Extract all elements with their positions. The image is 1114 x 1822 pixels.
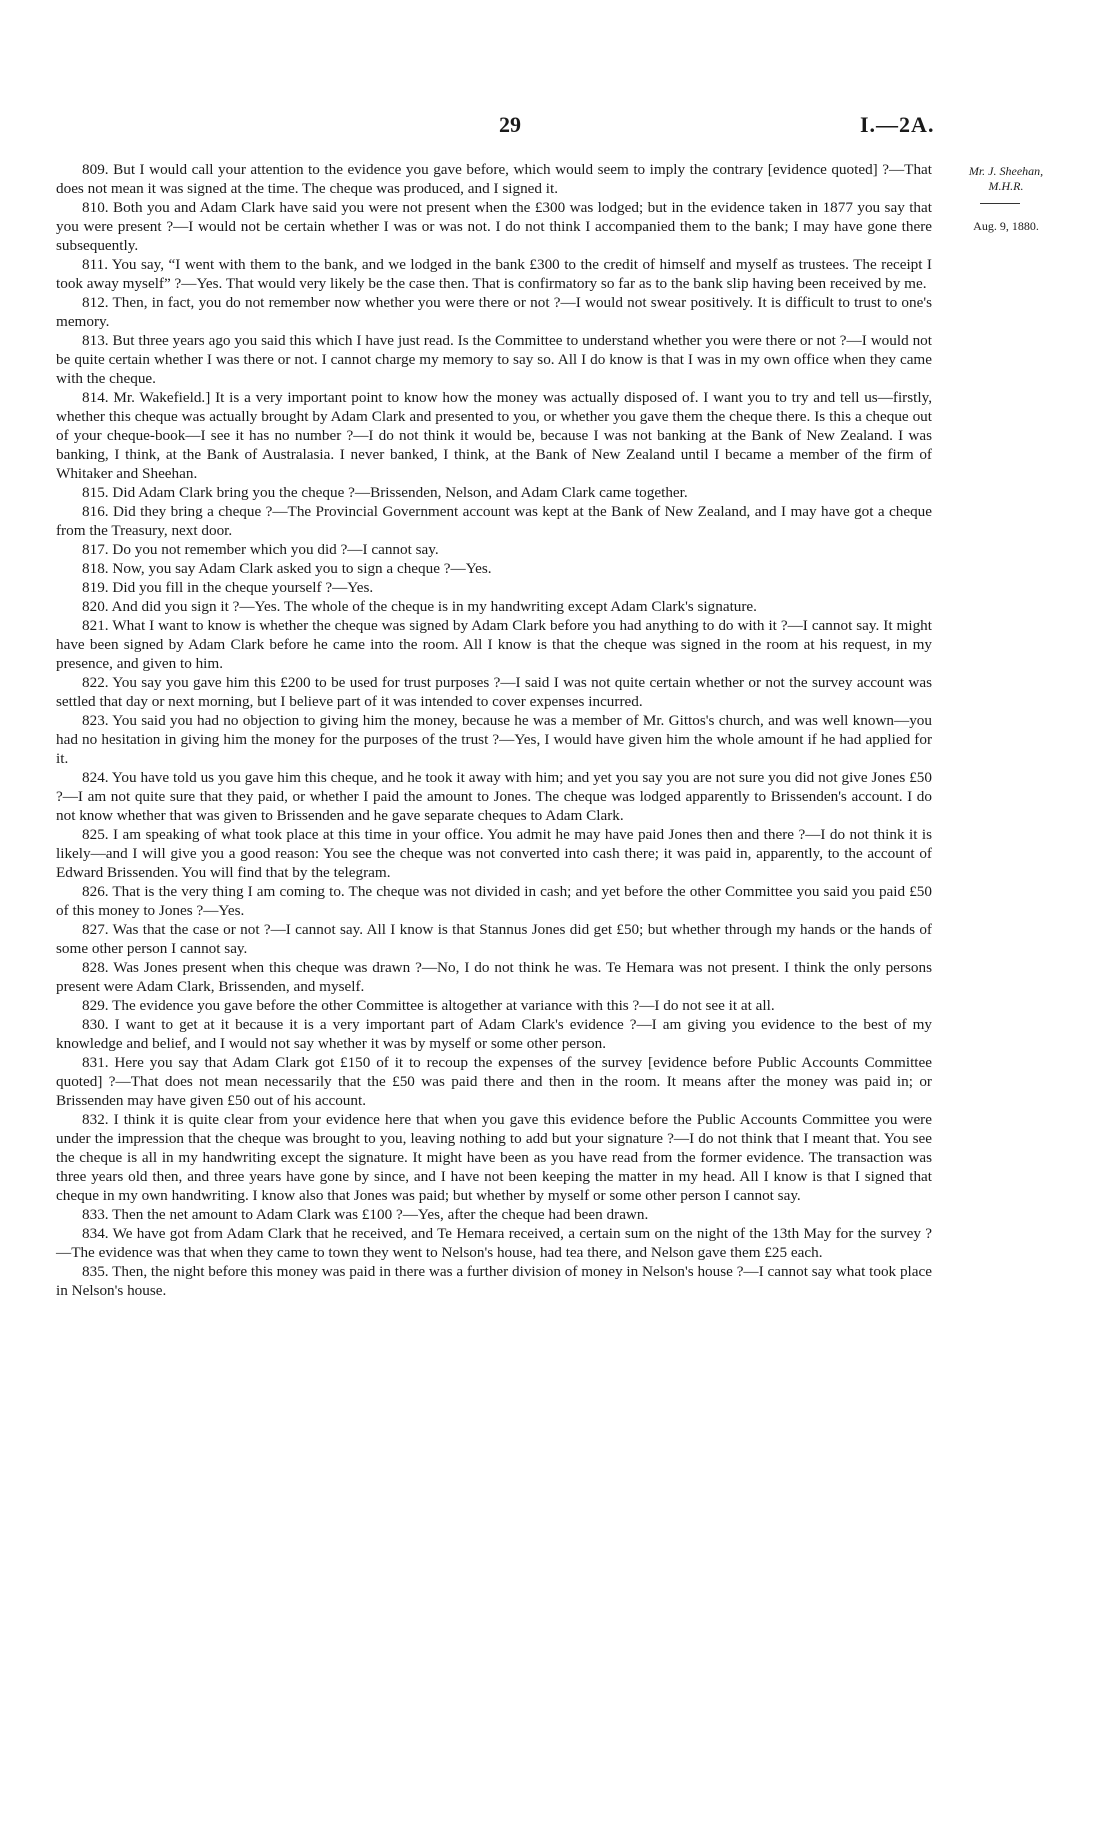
- paragraph: 820. And did you sign it ?—Yes. The whole of the cheque is in my handwriting except Adam Clark's signature.: [82, 598, 757, 615]
- hearing-date: Aug. 9, 1880.: [973, 219, 1039, 233]
- paragraph: 825. I am speaking of what took place at this time in your office. You admit he may have paid Jones then and there ?—I do not think it is likely—and I will give you a good reason: You see the cheque was not converted into cash there; it was paid in, apparently, to the account of Edward Brissenden. You will find that by the telegram.: [56, 826, 932, 881]
- paragraph: 809. But I would call your attention to the evidence you gave before, which would seem to imply the contrary [evidence quoted] ?—That does not mean it was signed at the time. The cheque was produced, and I signed it.: [56, 161, 932, 197]
- paragraph: 833. Then the net amount to Adam Clark was £100 ?—Yes, after the cheque had been drawn.: [82, 1206, 649, 1223]
- paragraph: 816. Did they bring a cheque ?—The Provincial Government account was kept at the Bank of New Zealand, and I may have got a cheque from the Treasury, next door.: [56, 503, 932, 539]
- evidence-body: [56, 160, 932, 1300]
- witness-title: M.H.R.: [988, 179, 1024, 193]
- paragraph: 810. Both you and Adam Clark have said you were not present when the £300 was lodged; but in the evidence taken in 1877 you say that you were present ?—I would not be certain whether I was or was not. I do not think I accompanied them to the bank; I may have gone there subsequently.: [56, 199, 932, 254]
- margin-rule: [980, 203, 1020, 204]
- paragraph: 829. The evidence you gave before the other Committee is altogether at variance with this ?—I do not see it at all.: [82, 997, 775, 1014]
- paragraph: 817. Do you not remember which you did ?—I cannot say.: [82, 541, 439, 558]
- paragraph: 818. Now, you say Adam Clark asked you to sign a cheque ?—Yes.: [82, 560, 492, 577]
- paragraph: 821. What I want to know is whether the cheque was signed by Adam Clark before you had anything to do with it ?—I cannot say. It might have been signed by Adam Clark before he came into the room. All I know is that the cheque was signed in the room at his request, in my presence, and given to him.: [56, 617, 932, 672]
- paragraph: 819. Did you fill in the cheque yourself ?—Yes.: [82, 579, 374, 596]
- paragraph: 823. You said you had no objection to giving him the money, because he was a member of Mr. Gittos's church, and was well known—you had no hesitation in giving him the money for the purposes of the trust ?—Yes, I would have given him the whole amount if he had applied for it.: [56, 712, 932, 767]
- page-number: 29: [499, 112, 521, 137]
- paragraph: 826. That is the very thing I am coming to. The cheque was not divided in cash; and yet before the other Committee you said you paid £50 of this money to Jones ?—Yes.: [56, 883, 932, 919]
- paragraph: 824. You have told us you gave him this cheque, and he took it away with him; and yet you say you are not sure you did not give Jones £50 ?—I am not quite sure that they paid, or whether I paid the amount to Jones. The cheque was lodged apparently to Brissenden's account. I do not know whether that was given to Brissenden and he gave separate cheques to Adam Clark.: [56, 769, 932, 824]
- paragraph: 830. I want to get at it because it is a very important part of Adam Clark's evidence ?—I am giving you evidence to the best of my knowledge and belief, and I would not say whether it was by myself or some other person.: [56, 1016, 932, 1052]
- paragraph: 827. Was that the case or not ?—I cannot say. All I know is that Stannus Jones did get £50; but whether through my hands or the hands of some other person I cannot say.: [56, 921, 932, 957]
- paragraph: 813. But three years ago you said this which I have just read. Is the Committee to understand whether you were there or not ?—I would not be quite certain whether I was there or not. I cannot charge my memory to say so. All I do know is that I was in my own office when they came with the cheque.: [56, 332, 932, 387]
- paragraph: 828. Was Jones present when this cheque was drawn ?—No, I do not think he was. Te Hemara was not present. I think the only persons present were Adam Clark, Brissenden, and myself.: [56, 959, 932, 995]
- document-reference: I.—2A.: [860, 112, 935, 137]
- paragraph: 811. You say, “I went with them to the bank, and we lodged in the bank £300 to the credit of himself and myself as trustees. The receipt I took away myself” ?—Yes. That would very likely be the case then. That is confirmatory so far as to the bank slip having been received by me.: [56, 256, 932, 292]
- paragraph: 834. We have got from Adam Clark that he received, and Te Hemara received, a certain sum on the night of the 13th May for the survey ?—The evidence was that when they came to town they went to Nelson's house, had tea there, and Nelson gave them £25 each.: [56, 1225, 932, 1261]
- paragraph: 822. You say you gave him this £200 to be used for trust purposes ?—I said I was not quite certain whether or not the survey account was settled that day or next morning, but I believe part of it was intended to cover expenses incurred.: [56, 674, 932, 710]
- paragraph: 812. Then, in fact, you do not remember now whether you were there or not ?—I would not swear positively. It is difficult to trust to one's memory.: [56, 294, 932, 330]
- witness-note: [950, 164, 1062, 194]
- paragraph: 835. Then, the night before this money was paid in there was a further division of money in Nelson's house ?—I cannot say what took place in Nelson's house.: [56, 1263, 932, 1299]
- paragraph: 832. I think it is quite clear from your evidence here that when you gave this evidence before the Public Accounts Committee you were under the impression that the cheque was brought to you, leaving nothing to add but your signature ?—I do not think that I meant that. You see the cheque is all in my handwriting except the signature. It might have been as you have read from the former evidence. The transaction was three years old then, and three years have gone by since, and I have not been keeping the matter in my head. All I know is that I signed that cheque in my own handwriting. I know also that Jones was paid; but whether by myself or some other person I cannot say.: [56, 1111, 932, 1204]
- witness-name: Mr. J. Sheehan,: [968, 164, 1044, 178]
- paragraph: 831. Here you say that Adam Clark got £150 of it to recoup the expenses of the survey [evidence before Public Accounts Committee quoted] ?—That does not mean necessarily that the £50 was paid there and then in the room. It means after the money was paid in; or Brissenden may have given £50 out of his account.: [56, 1054, 932, 1109]
- paragraph: 815. Did Adam Clark bring you the cheque ?—Brissenden, Nelson, and Adam Clark came together.: [82, 484, 688, 501]
- paragraph: 814. Mr. Wakefield.] It is a very important point to know how the money was actually disposed of. I want you to try and tell us—firstly, whether this cheque was actually brought by Adam Clark and presented to you, or whether you gave them the cheque there. Is this a cheque out of your cheque-book—I see it has no number ?—I do not think it would be, because I was not banking at the Bank of New Zealand. I was banking, I think, at the Bank of Australasia. I never banked, I think, at the Bank of New Zealand until I became a member of the firm of Whitaker and Sheehan.: [56, 389, 932, 482]
